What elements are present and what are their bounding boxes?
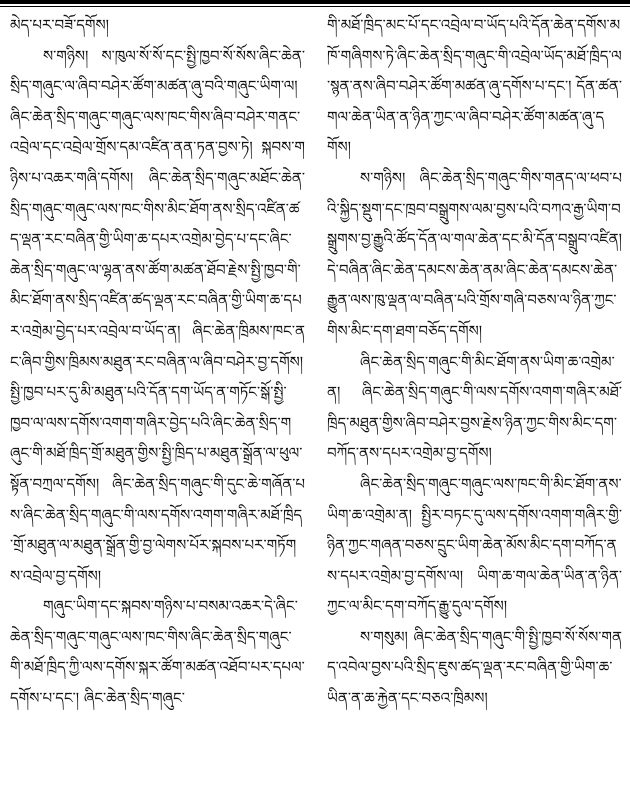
right-paragraph-1: གི་མཐོ་ཁྲིད་མང་པོ་དང་འབྲེལ་བ་ཡོད་པའི་དོན་ཆེན་དགོས་མཁོ་གཞིགས་ཏེ་ཞིང་ཆེན་སྲིད་གཞུང་གི་འབྲེལ་ཡོད་མཐོ་ཁྲིད་ལ་སྙན་ནས་ཞིབ་བཤེར་ཚོག་མཚན་ཞུ་དགོས་པ་དང་། དོན་ཚན་གལ་ཆེན་ཡིན་ན་ཉིན་ཀྱང་ལ་ཞིབ་བཤེར་ཚོག་མཚན་ཞུ་དགོས། <box>327 16 622 157</box>
document-page <box>10 10 622 804</box>
left-paragraph-3: གཞུང་ཡིག་དང་སྐབས་གཉིས་པ་བསམ་འཆར་དེ་ཞིང་ཆེན་སྲིད་གཞུང་གཞུང་ལས་ཁང་གིས་ཞིང་ཆེན་སྲིད་གཞུང་གི་མཐོ་ཁྲིད་ཀྱི་ལས་དགོས་སྐར་ཚོག་མཚན་འཐོབ་པར་དཔལ་དགོས་པ་དང་། ཞིང་ཆེན་སྲིད་གཞུང་ <box>10 597 305 708</box>
right-paragraph-4: ཞིང་ཆེན་སྲིད་གཞུང་གཞུང་ལས་ཁང་གི་མིང་ཐོག་ནས་ཡིག་ཆ་འགྲེམ་ན། སྤྱིར་བཏང་དུ་ལས་དགོས་འགག་གཞིར་གྱི་ཉིན་ཀྱང་གཞན་བཅས་དྲུང་ཡིག་ཆེན་མོས་མིང་དག་བཀོད་ནས་དཔར་འགྲེམ་བྱ་དགོས་ལ། ཡིག་ཆ་གལ་ཆེན་ཡིན་ན་ཉིན་ཀྱང་ལ་མིང་དག་བཀོད་རྒྱུ་དུལ་དགོས། <box>327 474 622 616</box>
left-paragraph-1: མེད་པར་བཟོ་དགོས། <box>10 16 109 34</box>
right-paragraph-3: ཞིང་ཆེན་སྲིད་གཞུང་གི་མིང་ཐོག་ནས་ཡིག་ཆ་འགྲེམ་ན། ཞིང་ཆེན་སྲིད་གཞུང་གི་ལས་དགོས་འགག་གཞིར་མཐོ་ཁྲིད་མཐུན་གྱིས་ཞིབ་བཤེར་བྱས་རྗེས་ཉིན་ཀྱང་གིས་མིང་དག་བཀོད་ནས་དཔར་འགྲེམ་བྱ་དགོས། <box>327 352 622 463</box>
left-column <box>10 10 305 804</box>
right-column <box>327 10 622 804</box>
right-paragraph-2: ས་གཉིས། ཞིང་ཆེན་སྲིད་གཞུང་གིས་གནད་ལ་ཕབ་པའི་སྐྱིད་སྡུག་དང་ཁྲབ་བསྒྲུགས་ལམ་བྱས་པའི་བཀའ་རྒྱ་ཡིག་བསྒྲུགས་བྱ་རྒྱུའི་ཚོད་དོན་ལ་གལ་ཆེན་དང་མི་དོན་བསྒྲུབ་འཛིན། དེ་བཞིན་ཞིང་ཆེན་དམངས་ཆེན་ནམ་ཞིང་ཆེན་དམངས་ཆེན་རྒྱུན་ལས་ཁུ་ལྡན་ལ་བཞིན་པའི་གྲོས་གཞི་བཅས་ལ་ཉིན་ཀྱང་གིས་མིང་དག་ཐག་བཅོད་དགོས། <box>327 168 622 340</box>
top-rule-thick <box>0 0 630 4</box>
top-rule-thin <box>0 6 630 7</box>
right-paragraph-5: ས་གསུམ། ཞིང་ཆེན་སྲིད་གཞུང་གི་སྤྱི་ཁྱབ་སོ་སོས་གནད་འབེལ་བྱས་པའི་སྲིད་ཇུས་ཚད་ལྡན་རང་བཞིན་གྱི་ཡིག་ཆ་ཡིན་ན་ཆ་རྐྱེན་དང་བཅའ་ཁྲིམས། <box>327 627 622 708</box>
left-paragraph-2: ས་གཉིས། ས་ཁུལ་སོ་སོ་དང་སྤྱི་ཁྱབ་སོ་སོས་ཞིང་ཆེན་སྲིད་གཞུང་ལ་ཞིབ་བཤེར་ཚོག་མཚན་ཞུ་བའི་གཞུང་ཡིག་ལ། ཞིང་ཆེན་སྲིད་གཞུང་གཞུང་ལས་ཁང་གིས་ཞིབ་བཤེར་གནང་འབྲེལ་དང་འབྲེལ་གྲོས་དམ་འཛིན་ནན་ཏན་བྱས་ཏེ། སྐབས་གཉིས་པ་འཆར་གཞི་དགོས། ཞིང་ཆེན་སྲིད་གཞུང་མཐོང་ཆེན་སྲིད་གཞུང་གཞུང་ལས་ཁང་གིས་མིང་ཐོག་ནས་སྲིད་འཛིན་ཚད་ལྡན་རང་བཞིན་གྱི་ཡིག་ཆ་དཔར་འགྲེམ་བྱེད་པ་དང་ཞིང་ཆེན་སྲིད་གཞུང་ལ་ལྷན་ནས་ཚོག་མཚན་ཐོབ་རྗེས་སྤྱི་ཁྱབ་གི་མིང་ཐོག་ནས་སྲིད་འཛིན་ཚད་ལྡན་རང་བཞིན་གྱི་ཡིག་ཆ་དཔར་འགྲེམ་བྱེད་པར་འབྲེལ་བ་ཡོད་ན། ཞིང་ཆེན་ཁྲིམས་ཁང་ནང་ཞིབ་གྱིས་ཁྲིམས་མཐུན་རང་བཞིན་ལ་ཞིབ་བཤེར་བྱ་དགོས། སྤྱི་ཁྱབ་པར་དུ་མི་མཐུན་པའི་དོན་དག་ཡོད་ན་གཏོང་སྒོ་སྤྱི་ཁྱབ་ལ་ལས་དགོས་འགག་གཞིར་བྱེད་པའི་ཞིང་ཆེན་སྲིད་གཞུང་གི་མཐོ་ཁྲིད་གྲོ་མཐུན་གྱིས་སྤྱི་ཁྲིད་པ་མཐུན་སྒྲོན་ལ་ཕུལ་སྟོན་བཀྲལ་དགོས། ཞིང་ཆེན་སྲིད་གཞུང་གི་དུང་ཆེ་གཞོན་པས་ཞིང་ཆེན་སྲིད་གཞུང་གི་ལས་དགོས་འགག་གཞིར་མཐོ་ཁྲིད་གྲོ་མཐུན་ལ་མཐུན་སྒྲོན་གྱི་བྱ་ལེགས་པོར་སྐབས་པར་གཏོགས་འབྲེལ་བྱ་དགོས། <box>10 46 305 585</box>
